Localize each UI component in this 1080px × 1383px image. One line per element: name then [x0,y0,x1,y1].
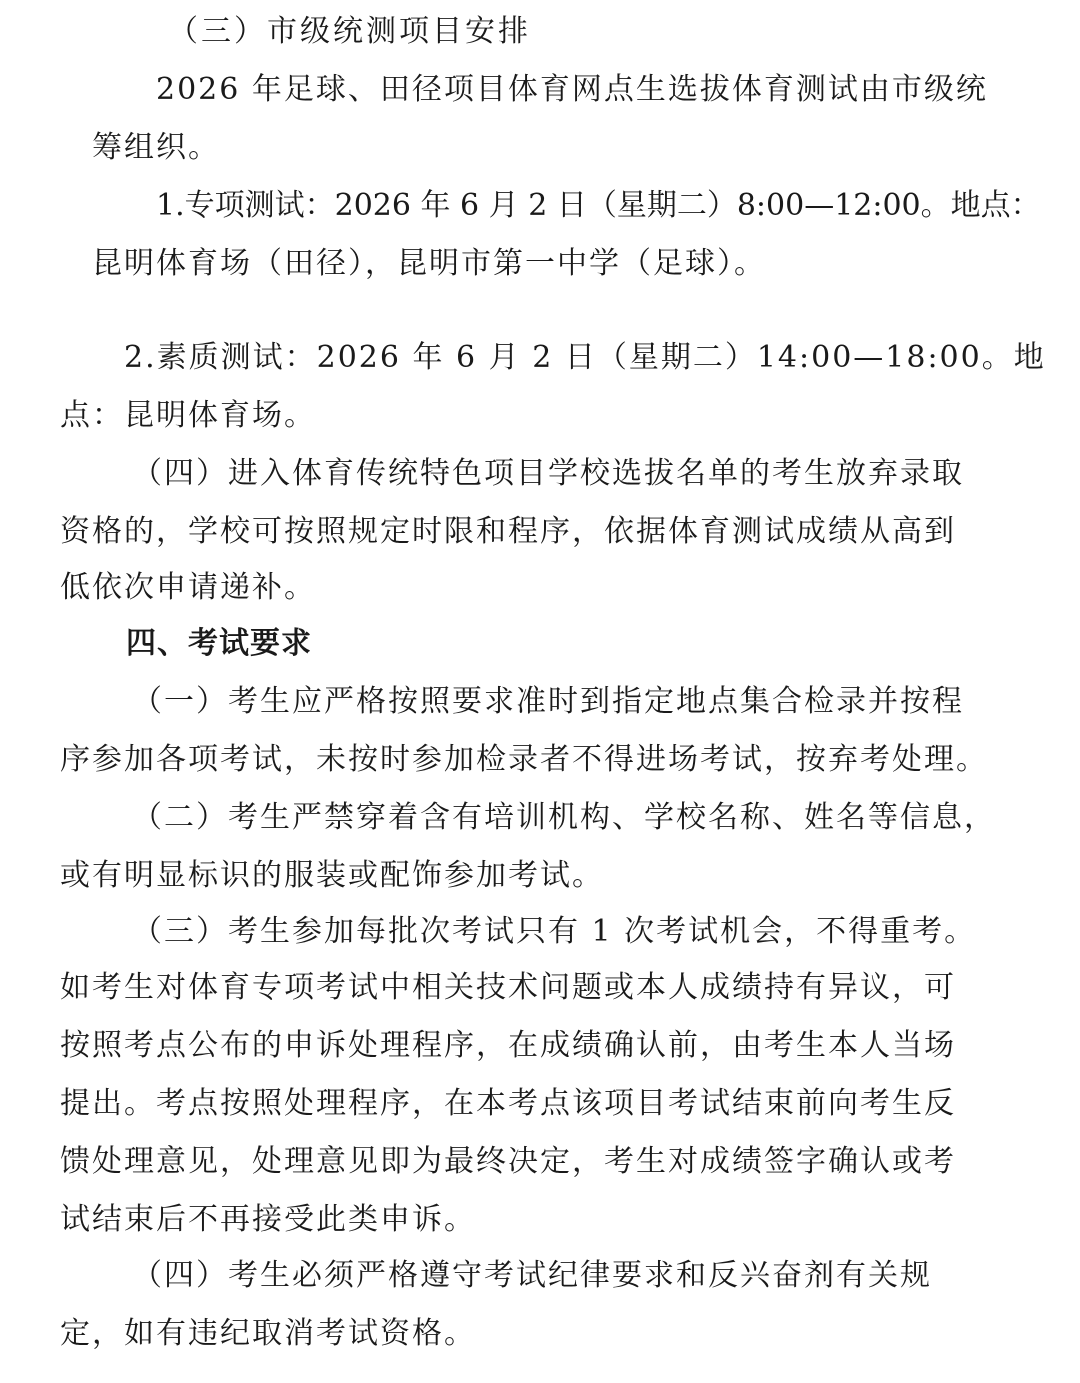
chapter4-heading: 四、考试要求 [126,626,312,661]
req3-line2: 如考生对体育专项考试中相关技术问题或本人成绩持有异议，可 [60,970,956,1005]
item2-line1: 2.素质测试：2026 年 6 月 2 日（星期二）14:00—18:00。地 [124,340,1046,375]
req2-line1: （二）考生严禁穿着含有培训机构、学校名称、姓名等信息， [132,800,996,835]
req3-line5: 馈处理意见，处理意见即为最终决定，考生对成绩签字确认或考 [60,1144,956,1179]
section3-intro-line1: 2026 年足球、田径项目体育网点生选拔体育测试由市级统 [156,72,988,107]
section4-line1: （四）进入体育传统特色项目学校选拔名单的考生放弃录取 [132,456,964,491]
section3-intro-line2: 筹组织。 [92,130,220,165]
item1-line1: 1.专项测试：2026 年 6 月 2 日（星期二）8:00—12:00。地点： [156,188,1041,223]
section4-line3: 低依次申请递补。 [60,570,316,605]
req4-line2: 定，如有违纪取消考试资格。 [60,1316,476,1351]
req1-line2: 序参加各项考试，未按时参加检录者不得进场考试，按弃考处理。 [60,742,988,777]
section3-heading: （三）市级统测项目安排 [168,14,531,49]
req3-line6: 试结束后不再接受此类申诉。 [60,1202,476,1237]
req3-line3: 按照考点公布的申诉处理程序，在成绩确认前，由考生本人当场 [60,1028,956,1063]
req4-line1: （四）考生必须严格遵守考试纪律要求和反兴奋剂有关规 [132,1258,932,1293]
section4-line2: 资格的，学校可按照规定时限和程序，依据体育测试成绩从高到 [60,514,956,549]
req1-line1: （一）考生应严格按照要求准时到指定地点集合检录并按程 [132,684,964,719]
req3-line4: 提出。考点按照处理程序，在本考点该项目考试结束前向考生反 [60,1086,956,1121]
item1-line2: 昆明体育场（田径），昆明市第一中学（足球）。 [92,246,766,281]
item2-line2: 点：昆明体育场。 [60,398,316,433]
req2-line2: 或有明显标识的服装或配饰参加考试。 [60,858,604,893]
req3-line1: （三）考生参加每批次考试只有 1 次考试机会，不得重考。 [132,914,977,949]
